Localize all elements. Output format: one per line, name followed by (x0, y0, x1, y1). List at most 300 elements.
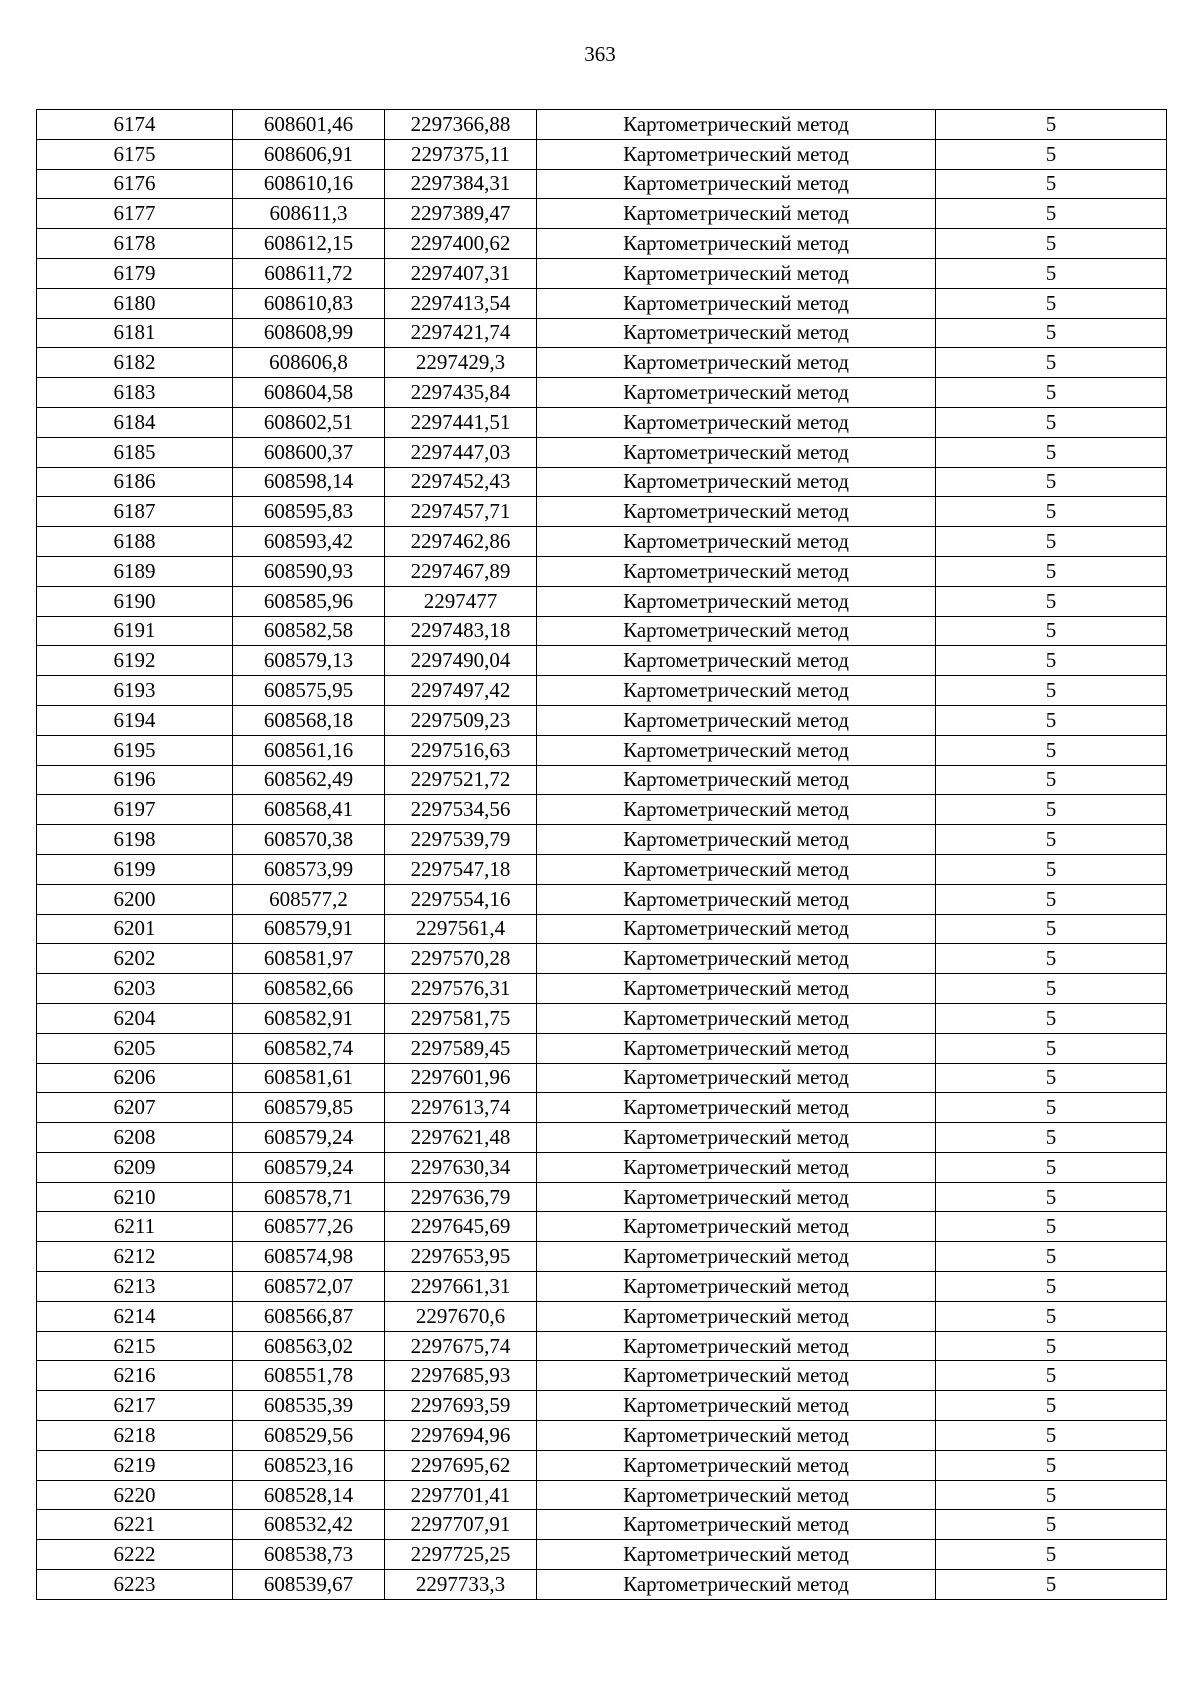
table-row (37, 556, 1167, 586)
x-coordinate-cell: 608590,93 (233, 556, 385, 586)
table-row (37, 1391, 1167, 1421)
accuracy-cell: 5 (936, 1063, 1167, 1093)
x-coordinate-cell: 608535,39 (233, 1391, 385, 1421)
accuracy-cell: 5 (936, 1182, 1167, 1212)
point-number-cell: 6200 (37, 884, 233, 914)
accuracy-cell: 5 (936, 586, 1167, 616)
method-cell: Картометрический метод (537, 944, 936, 974)
accuracy-cell: 5 (936, 825, 1167, 855)
accuracy-cell: 5 (936, 467, 1167, 497)
point-number-cell: 6201 (37, 914, 233, 944)
accuracy-cell: 5 (936, 1212, 1167, 1242)
y-coordinate-cell: 2297400,62 (385, 229, 537, 259)
table-row (37, 1540, 1167, 1570)
table-row (37, 676, 1167, 706)
y-coordinate-cell: 2297490,04 (385, 646, 537, 676)
table-row (37, 944, 1167, 974)
point-number-cell: 6216 (37, 1361, 233, 1391)
table-row (37, 1421, 1167, 1451)
y-coordinate-cell: 2297539,79 (385, 825, 537, 855)
accuracy-cell: 5 (936, 1033, 1167, 1063)
accuracy-cell: 5 (936, 199, 1167, 229)
table-row (37, 110, 1167, 140)
point-number-cell: 6221 (37, 1510, 233, 1540)
point-number-cell: 6180 (37, 288, 233, 318)
point-number-cell: 6199 (37, 854, 233, 884)
x-coordinate-cell: 608608,99 (233, 318, 385, 348)
method-cell: Картометрический метод (537, 646, 936, 676)
x-coordinate-cell: 608606,8 (233, 348, 385, 378)
point-number-cell: 6206 (37, 1063, 233, 1093)
coordinates-table-body (37, 110, 1167, 1600)
y-coordinate-cell: 2297462,86 (385, 527, 537, 557)
x-coordinate-cell: 608562,49 (233, 765, 385, 795)
point-number-cell: 6210 (37, 1182, 233, 1212)
x-coordinate-cell: 608611,72 (233, 258, 385, 288)
accuracy-cell: 5 (936, 795, 1167, 825)
y-coordinate-cell: 2297467,89 (385, 556, 537, 586)
point-number-cell: 6222 (37, 1540, 233, 1570)
point-number-cell: 6175 (37, 139, 233, 169)
y-coordinate-cell: 2297589,45 (385, 1033, 537, 1063)
method-cell: Картометрический метод (537, 586, 936, 616)
table-row (37, 735, 1167, 765)
table-row (37, 199, 1167, 229)
accuracy-cell: 5 (936, 527, 1167, 557)
accuracy-cell: 5 (936, 1361, 1167, 1391)
x-coordinate-cell: 608579,13 (233, 646, 385, 676)
table-row (37, 1152, 1167, 1182)
method-cell: Картометрический метод (537, 1391, 936, 1421)
point-number-cell: 6211 (37, 1212, 233, 1242)
x-coordinate-cell: 608579,24 (233, 1123, 385, 1153)
point-number-cell: 6192 (37, 646, 233, 676)
accuracy-cell: 5 (936, 1331, 1167, 1361)
y-coordinate-cell: 2297447,03 (385, 437, 537, 467)
y-coordinate-cell: 2297570,28 (385, 944, 537, 974)
point-number-cell: 6178 (37, 229, 233, 259)
accuracy-cell: 5 (936, 348, 1167, 378)
table-row (37, 1123, 1167, 1153)
x-coordinate-cell: 608600,37 (233, 437, 385, 467)
method-cell: Картометрический метод (537, 378, 936, 408)
table-row (37, 1570, 1167, 1600)
point-number-cell: 6174 (37, 110, 233, 140)
table-row (37, 884, 1167, 914)
accuracy-cell: 5 (936, 288, 1167, 318)
accuracy-cell: 5 (936, 1421, 1167, 1451)
accuracy-cell: 5 (936, 676, 1167, 706)
y-coordinate-cell: 2297384,31 (385, 169, 537, 199)
point-number-cell: 6209 (37, 1152, 233, 1182)
point-number-cell: 6176 (37, 169, 233, 199)
method-cell: Картометрический метод (537, 1123, 936, 1153)
point-number-cell: 6202 (37, 944, 233, 974)
table-row (37, 765, 1167, 795)
accuracy-cell: 5 (936, 735, 1167, 765)
page-number: 363 (584, 42, 616, 66)
accuracy-cell: 5 (936, 944, 1167, 974)
y-coordinate-cell: 2297375,11 (385, 139, 537, 169)
accuracy-cell: 5 (936, 1450, 1167, 1480)
table-row (37, 378, 1167, 408)
y-coordinate-cell: 2297685,93 (385, 1361, 537, 1391)
method-cell: Картометрический метод (537, 407, 936, 437)
y-coordinate-cell: 2297694,96 (385, 1421, 537, 1451)
accuracy-cell: 5 (936, 974, 1167, 1004)
y-coordinate-cell: 2297389,47 (385, 199, 537, 229)
x-coordinate-cell: 608573,99 (233, 854, 385, 884)
point-number-cell: 6218 (37, 1421, 233, 1451)
table-row (37, 1033, 1167, 1063)
y-coordinate-cell: 2297509,23 (385, 705, 537, 735)
method-cell: Картометрический метод (537, 1003, 936, 1033)
x-coordinate-cell: 608561,16 (233, 735, 385, 765)
accuracy-cell: 5 (936, 229, 1167, 259)
x-coordinate-cell: 608595,83 (233, 497, 385, 527)
y-coordinate-cell: 2297725,25 (385, 1540, 537, 1570)
accuracy-cell: 5 (936, 556, 1167, 586)
accuracy-cell: 5 (936, 437, 1167, 467)
table-row (37, 1480, 1167, 1510)
x-coordinate-cell: 608563,02 (233, 1331, 385, 1361)
x-coordinate-cell: 608577,2 (233, 884, 385, 914)
y-coordinate-cell: 2297457,71 (385, 497, 537, 527)
x-coordinate-cell: 608610,83 (233, 288, 385, 318)
x-coordinate-cell: 608539,67 (233, 1570, 385, 1600)
accuracy-cell: 5 (936, 1272, 1167, 1302)
point-number-cell: 6223 (37, 1570, 233, 1600)
x-coordinate-cell: 608604,58 (233, 378, 385, 408)
method-cell: Картометрический метод (537, 676, 936, 706)
method-cell: Картометрический метод (537, 1361, 936, 1391)
point-number-cell: 6179 (37, 258, 233, 288)
method-cell: Картометрический метод (537, 258, 936, 288)
table-row (37, 646, 1167, 676)
y-coordinate-cell: 2297429,3 (385, 348, 537, 378)
y-coordinate-cell: 2297675,74 (385, 1331, 537, 1361)
x-coordinate-cell: 608582,66 (233, 974, 385, 1004)
method-cell: Картометрический метод (537, 914, 936, 944)
x-coordinate-cell: 608570,38 (233, 825, 385, 855)
method-cell: Картометрический метод (537, 1093, 936, 1123)
method-cell: Картометрический метод (537, 884, 936, 914)
x-coordinate-cell: 608568,18 (233, 705, 385, 735)
table-row (37, 318, 1167, 348)
point-number-cell: 6193 (37, 676, 233, 706)
y-coordinate-cell: 2297547,18 (385, 854, 537, 884)
point-number-cell: 6185 (37, 437, 233, 467)
accuracy-cell: 5 (936, 1003, 1167, 1033)
method-cell: Картометрический метод (537, 1570, 936, 1600)
table-row (37, 1361, 1167, 1391)
accuracy-cell: 5 (936, 258, 1167, 288)
accuracy-cell: 5 (936, 407, 1167, 437)
method-cell: Картометрический метод (537, 527, 936, 557)
table-row (37, 288, 1167, 318)
y-coordinate-cell: 2297581,75 (385, 1003, 537, 1033)
method-cell: Картометрический метод (537, 1033, 936, 1063)
x-coordinate-cell: 608529,56 (233, 1421, 385, 1451)
y-coordinate-cell: 2297441,51 (385, 407, 537, 437)
accuracy-cell: 5 (936, 378, 1167, 408)
x-coordinate-cell: 608581,97 (233, 944, 385, 974)
point-number-cell: 6181 (37, 318, 233, 348)
x-coordinate-cell: 608523,16 (233, 1450, 385, 1480)
x-coordinate-cell: 608579,91 (233, 914, 385, 944)
x-coordinate-cell: 608579,85 (233, 1093, 385, 1123)
x-coordinate-cell: 608578,71 (233, 1182, 385, 1212)
method-cell: Картометрический метод (537, 1331, 936, 1361)
table-row (37, 1331, 1167, 1361)
method-cell: Картометрический метод (537, 765, 936, 795)
point-number-cell: 6203 (37, 974, 233, 1004)
point-number-cell: 6198 (37, 825, 233, 855)
accuracy-cell: 5 (936, 854, 1167, 884)
accuracy-cell: 5 (936, 110, 1167, 140)
y-coordinate-cell: 2297576,31 (385, 974, 537, 1004)
point-number-cell: 6213 (37, 1272, 233, 1302)
table-row (37, 586, 1167, 616)
method-cell: Картометрический метод (537, 556, 936, 586)
method-cell: Картометрический метод (537, 1421, 936, 1451)
x-coordinate-cell: 608610,16 (233, 169, 385, 199)
method-cell: Картометрический метод (537, 1510, 936, 1540)
y-coordinate-cell: 2297701,41 (385, 1480, 537, 1510)
y-coordinate-cell: 2297645,69 (385, 1212, 537, 1242)
method-cell: Картометрический метод (537, 199, 936, 229)
table-row (37, 497, 1167, 527)
table-row (37, 348, 1167, 378)
x-coordinate-cell: 608566,87 (233, 1301, 385, 1331)
accuracy-cell: 5 (936, 765, 1167, 795)
point-number-cell: 6190 (37, 586, 233, 616)
x-coordinate-cell: 608551,78 (233, 1361, 385, 1391)
y-coordinate-cell: 2297630,34 (385, 1152, 537, 1182)
x-coordinate-cell: 608582,58 (233, 616, 385, 646)
x-coordinate-cell: 608581,61 (233, 1063, 385, 1093)
x-coordinate-cell: 608579,24 (233, 1152, 385, 1182)
point-number-cell: 6207 (37, 1093, 233, 1123)
point-number-cell: 6183 (37, 378, 233, 408)
method-cell: Картометрический метод (537, 1540, 936, 1570)
x-coordinate-cell: 608532,42 (233, 1510, 385, 1540)
y-coordinate-cell: 2297561,4 (385, 914, 537, 944)
method-cell: Картометрический метод (537, 1212, 936, 1242)
accuracy-cell: 5 (936, 1510, 1167, 1540)
x-coordinate-cell: 608577,26 (233, 1212, 385, 1242)
x-coordinate-cell: 608575,95 (233, 676, 385, 706)
accuracy-cell: 5 (936, 1480, 1167, 1510)
accuracy-cell: 5 (936, 705, 1167, 735)
y-coordinate-cell: 2297435,84 (385, 378, 537, 408)
point-number-cell: 6205 (37, 1033, 233, 1063)
method-cell: Картометрический метод (537, 348, 936, 378)
method-cell: Картометрический метод (537, 1152, 936, 1182)
y-coordinate-cell: 2297661,31 (385, 1272, 537, 1302)
y-coordinate-cell: 2297554,16 (385, 884, 537, 914)
table-row (37, 616, 1167, 646)
table-row (37, 437, 1167, 467)
method-cell: Картометрический метод (537, 1272, 936, 1302)
method-cell: Картометрический метод (537, 497, 936, 527)
table-row (37, 139, 1167, 169)
point-number-cell: 6186 (37, 467, 233, 497)
accuracy-cell: 5 (936, 1540, 1167, 1570)
point-number-cell: 6196 (37, 765, 233, 795)
accuracy-cell: 5 (936, 1152, 1167, 1182)
table-row (37, 527, 1167, 557)
method-cell: Картометрический метод (537, 229, 936, 259)
x-coordinate-cell: 608585,96 (233, 586, 385, 616)
y-coordinate-cell: 2297693,59 (385, 1391, 537, 1421)
table-row (37, 1063, 1167, 1093)
x-coordinate-cell: 608602,51 (233, 407, 385, 437)
method-cell: Картометрический метод (537, 825, 936, 855)
y-coordinate-cell: 2297613,74 (385, 1093, 537, 1123)
y-coordinate-cell: 2297477 (385, 586, 537, 616)
x-coordinate-cell: 608611,3 (233, 199, 385, 229)
y-coordinate-cell: 2297653,95 (385, 1242, 537, 1272)
x-coordinate-cell: 608598,14 (233, 467, 385, 497)
method-cell: Картометрический метод (537, 169, 936, 199)
x-coordinate-cell: 608568,41 (233, 795, 385, 825)
table-row (37, 974, 1167, 1004)
point-number-cell: 6182 (37, 348, 233, 378)
method-cell: Картометрический метод (537, 288, 936, 318)
method-cell: Картометрический метод (537, 735, 936, 765)
table-row (37, 1003, 1167, 1033)
point-number-cell: 6219 (37, 1450, 233, 1480)
point-number-cell: 6184 (37, 407, 233, 437)
method-cell: Картометрический метод (537, 854, 936, 884)
accuracy-cell: 5 (936, 1301, 1167, 1331)
method-cell: Картометрический метод (537, 1182, 936, 1212)
accuracy-cell: 5 (936, 1242, 1167, 1272)
y-coordinate-cell: 2297601,96 (385, 1063, 537, 1093)
point-number-cell: 6212 (37, 1242, 233, 1272)
table-row (37, 1182, 1167, 1212)
point-number-cell: 6189 (37, 556, 233, 586)
x-coordinate-cell: 608528,14 (233, 1480, 385, 1510)
y-coordinate-cell: 2297407,31 (385, 258, 537, 288)
accuracy-cell: 5 (936, 1570, 1167, 1600)
y-coordinate-cell: 2297497,42 (385, 676, 537, 706)
accuracy-cell: 5 (936, 1391, 1167, 1421)
point-number-cell: 6204 (37, 1003, 233, 1033)
accuracy-cell: 5 (936, 646, 1167, 676)
method-cell: Картометрический метод (537, 1301, 936, 1331)
y-coordinate-cell: 2297621,48 (385, 1123, 537, 1153)
point-number-cell: 6217 (37, 1391, 233, 1421)
x-coordinate-cell: 608582,91 (233, 1003, 385, 1033)
table-row (37, 1450, 1167, 1480)
point-number-cell: 6197 (37, 795, 233, 825)
y-coordinate-cell: 2297521,72 (385, 765, 537, 795)
method-cell: Картометрический метод (537, 1450, 936, 1480)
table-row (37, 1510, 1167, 1540)
point-number-cell: 6214 (37, 1301, 233, 1331)
method-cell: Картометрический метод (537, 467, 936, 497)
method-cell: Картометрический метод (537, 139, 936, 169)
table-row (37, 1093, 1167, 1123)
point-number-cell: 6187 (37, 497, 233, 527)
method-cell: Картометрический метод (537, 974, 936, 1004)
method-cell: Картометрический метод (537, 1480, 936, 1510)
x-coordinate-cell: 608572,07 (233, 1272, 385, 1302)
table-row (37, 825, 1167, 855)
y-coordinate-cell: 2297707,91 (385, 1510, 537, 1540)
y-coordinate-cell: 2297636,79 (385, 1182, 537, 1212)
table-row (37, 1242, 1167, 1272)
y-coordinate-cell: 2297695,62 (385, 1450, 537, 1480)
point-number-cell: 6188 (37, 527, 233, 557)
x-coordinate-cell: 608612,15 (233, 229, 385, 259)
point-number-cell: 6191 (37, 616, 233, 646)
accuracy-cell: 5 (936, 139, 1167, 169)
table-row (37, 914, 1167, 944)
point-number-cell: 6195 (37, 735, 233, 765)
table-row (37, 169, 1167, 199)
table-row (37, 705, 1167, 735)
table-row (37, 467, 1167, 497)
method-cell: Картометрический метод (537, 318, 936, 348)
table-row (37, 229, 1167, 259)
point-number-cell: 6208 (37, 1123, 233, 1153)
table-row (37, 795, 1167, 825)
method-cell: Картометрический метод (537, 705, 936, 735)
x-coordinate-cell: 608593,42 (233, 527, 385, 557)
x-coordinate-cell: 608538,73 (233, 1540, 385, 1570)
accuracy-cell: 5 (936, 1093, 1167, 1123)
method-cell: Картометрический метод (537, 1063, 936, 1093)
table-row (37, 1272, 1167, 1302)
table-row (37, 1212, 1167, 1242)
y-coordinate-cell: 2297452,43 (385, 467, 537, 497)
table-row (37, 854, 1167, 884)
table-row (37, 407, 1167, 437)
accuracy-cell: 5 (936, 318, 1167, 348)
x-coordinate-cell: 608601,46 (233, 110, 385, 140)
accuracy-cell: 5 (936, 616, 1167, 646)
coordinates-table (36, 109, 1167, 1600)
method-cell: Картометрический метод (537, 110, 936, 140)
y-coordinate-cell: 2297534,56 (385, 795, 537, 825)
method-cell: Картометрический метод (537, 795, 936, 825)
point-number-cell: 6215 (37, 1331, 233, 1361)
accuracy-cell: 5 (936, 1123, 1167, 1153)
accuracy-cell: 5 (936, 914, 1167, 944)
y-coordinate-cell: 2297413,54 (385, 288, 537, 318)
method-cell: Картометрический метод (537, 1242, 936, 1272)
x-coordinate-cell: 608582,74 (233, 1033, 385, 1063)
x-coordinate-cell: 608574,98 (233, 1242, 385, 1272)
y-coordinate-cell: 2297483,18 (385, 616, 537, 646)
table-row (37, 1301, 1167, 1331)
table-row (37, 258, 1167, 288)
accuracy-cell: 5 (936, 497, 1167, 527)
y-coordinate-cell: 2297421,74 (385, 318, 537, 348)
point-number-cell: 6220 (37, 1480, 233, 1510)
accuracy-cell: 5 (936, 884, 1167, 914)
y-coordinate-cell: 2297733,3 (385, 1570, 537, 1600)
x-coordinate-cell: 608606,91 (233, 139, 385, 169)
point-number-cell: 6177 (37, 199, 233, 229)
y-coordinate-cell: 2297366,88 (385, 110, 537, 140)
point-number-cell: 6194 (37, 705, 233, 735)
y-coordinate-cell: 2297670,6 (385, 1301, 537, 1331)
method-cell: Картометрический метод (537, 616, 936, 646)
